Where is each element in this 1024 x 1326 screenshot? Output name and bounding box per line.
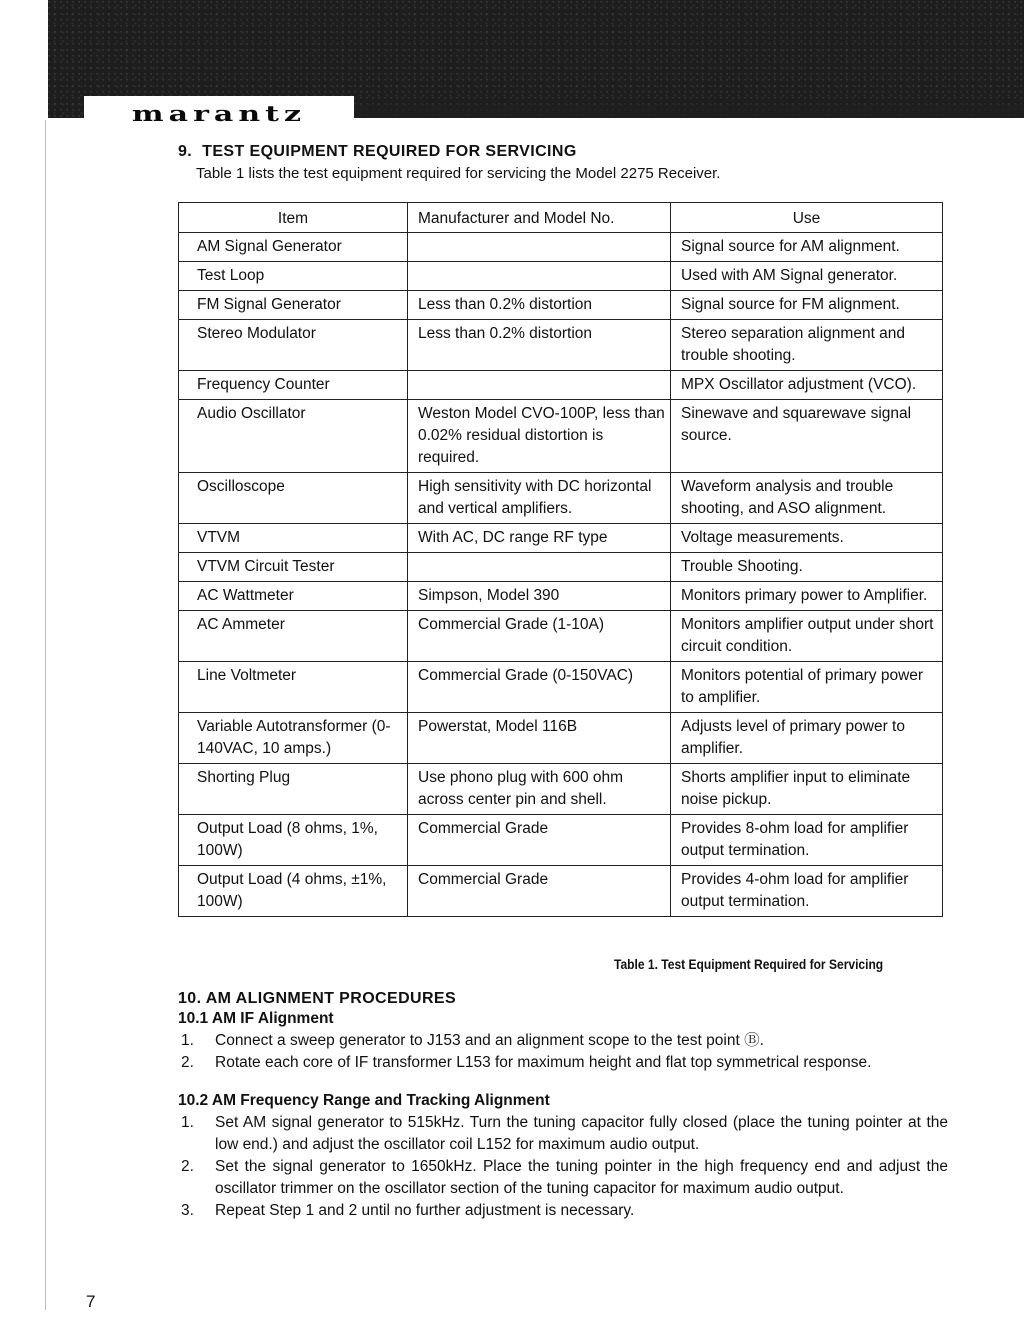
cell-item: Frequency Counter	[179, 371, 408, 400]
table-row	[179, 400, 943, 473]
cell-manufacturer: Powerstat, Model 116B	[408, 713, 671, 764]
list-item	[178, 1052, 948, 1074]
cell-manufacturer: High sensitivity with DC horizontal and vertical amplifiers.	[408, 473, 671, 524]
cell-manufacturer	[408, 262, 671, 291]
cell-item: VTVM	[179, 524, 408, 553]
page-number: 7	[86, 1292, 96, 1311]
cell-use: Monitors potential of primary power to amplifier.	[671, 662, 943, 713]
table-row	[179, 291, 943, 320]
table-row	[179, 582, 943, 611]
brand-logo-box	[84, 96, 354, 132]
column-header-item: Item	[179, 203, 408, 233]
cell-item: AC Wattmeter	[179, 582, 408, 611]
section-10-title: 10. AM ALIGNMENT PROCEDURES	[178, 990, 457, 1007]
cell-use: Signal source for AM alignment.	[671, 233, 943, 262]
cell-manufacturer: Commercial Grade	[408, 815, 671, 866]
cell-item: Oscilloscope	[179, 473, 408, 524]
cell-use: Stereo separation alignment and trouble shooting.	[671, 320, 943, 371]
cell-manufacturer: Less than 0.2% distortion	[408, 291, 671, 320]
table-row	[179, 713, 943, 764]
cell-use: Provides 4-ohm load for amplifier output termination.	[671, 866, 943, 917]
cell-item: Stereo Modulator	[179, 320, 408, 371]
table-caption: Table 1. Test Equipment Required for Servicing	[614, 956, 884, 972]
cell-item: Output Load (8 ohms, 1%, 100W)	[179, 815, 408, 866]
cell-item: VTVM Circuit Tester	[179, 553, 408, 582]
section-9-title-text: TEST EQUIPMENT REQUIRED FOR SERVICING	[202, 143, 577, 160]
cell-use: Monitors amplifier output under short circuit condition.	[671, 611, 943, 662]
step-number: 2.	[181, 1054, 194, 1071]
section-9-intro: Table 1 lists the test equipment required for servicing the Model 2275 Receiver.	[196, 165, 721, 182]
cell-use: MPX Oscillator adjustment (VCO).	[671, 371, 943, 400]
cell-item: AC Ammeter	[179, 611, 408, 662]
table-row	[179, 553, 943, 582]
cell-use: Adjusts level of primary power to amplifier.	[671, 713, 943, 764]
step-text: Set the signal generator to 1650kHz. Place the tuning pointer in the high frequency end and adjust the oscillator trimmer on the oscillator section of the tuning capacitor for maximum audio output.	[215, 1158, 948, 1197]
cell-use: Monitors primary power to Amplifier.	[671, 582, 943, 611]
section-9-title	[178, 143, 948, 161]
table-row	[179, 866, 943, 917]
brand-logo: marantz	[131, 101, 307, 127]
cell-manufacturer: Commercial Grade	[408, 866, 671, 917]
column-header-manufacturer: Manufacturer and Model No.	[408, 203, 671, 233]
cell-use: Trouble Shooting.	[671, 553, 943, 582]
cell-item: Audio Oscillator	[179, 400, 408, 473]
cell-item: FM Signal Generator	[179, 291, 408, 320]
cell-item: Line Voltmeter	[179, 662, 408, 713]
section-9	[178, 143, 948, 182]
section-9-number: 9.	[178, 143, 193, 160]
cell-item: AM Signal Generator	[179, 233, 408, 262]
cell-manufacturer: Commercial Grade (1-10A)	[408, 611, 671, 662]
cell-use: Used with AM Signal generator.	[671, 262, 943, 291]
list-item	[178, 1030, 948, 1052]
table-row	[179, 815, 943, 866]
table-body	[179, 233, 943, 917]
table-row	[179, 233, 943, 262]
cell-manufacturer: Less than 0.2% distortion	[408, 320, 671, 371]
cell-manufacturer	[408, 233, 671, 262]
cell-item: Output Load (4 ohms, ±1%, 100W)	[179, 866, 408, 917]
table-row	[179, 473, 943, 524]
binding-margin-line	[45, 120, 46, 1310]
subsection-10-1-title: 10.1 AM IF Alignment	[178, 1010, 334, 1027]
cell-manufacturer	[408, 553, 671, 582]
list-item	[178, 1112, 948, 1156]
test-equipment-table	[178, 202, 943, 917]
step-number: 1.	[181, 1032, 194, 1049]
header-fade	[340, 95, 1024, 118]
table-row	[179, 320, 943, 371]
table-row	[179, 662, 943, 713]
cell-manufacturer: Weston Model CVO-100P, less than 0.02% residual distortion is required.	[408, 400, 671, 473]
step-number: 1.	[181, 1114, 194, 1131]
list-item	[178, 1200, 948, 1222]
cell-use: Voltage measurements.	[671, 524, 943, 553]
cell-use: Signal source for FM alignment.	[671, 291, 943, 320]
column-header-use: Use	[671, 203, 943, 233]
cell-use: Shorts amplifier input to eliminate noise pickup.	[671, 764, 943, 815]
cell-item: Shorting Plug	[179, 764, 408, 815]
table-row	[179, 371, 943, 400]
step-text: Rotate each core of IF transformer L153 for maximum height and flat top symmetrical response.	[215, 1054, 872, 1071]
subsection-10-1-steps	[178, 1030, 948, 1074]
cell-manufacturer: Simpson, Model 390	[408, 582, 671, 611]
cell-use: Waveform analysis and trouble shooting, and ASO alignment.	[671, 473, 943, 524]
cell-manufacturer: With AC, DC range RF type	[408, 524, 671, 553]
step-number: 3.	[181, 1202, 194, 1219]
section-10	[178, 990, 948, 1222]
step-text: Set AM signal generator to 515kHz. Turn the tuning capacitor fully closed (place the tuning pointer at the low end.) and adjust the oscillator coil L152 for maximum audio output.	[215, 1114, 948, 1153]
cell-use: Sinewave and squarewave signal source.	[671, 400, 943, 473]
step-text: Connect a sweep generator to J153 and an alignment scope to the test point Ⓑ.	[215, 1032, 764, 1049]
table-row	[179, 611, 943, 662]
table-row	[179, 262, 943, 291]
subsection-10-2-steps	[178, 1112, 948, 1222]
cell-item: Variable Autotransformer (0-140VAC, 10 amps.)	[179, 713, 408, 764]
step-text: Repeat Step 1 and 2 until no further adjustment is necessary.	[215, 1202, 635, 1219]
list-item	[178, 1156, 948, 1200]
cell-manufacturer	[408, 371, 671, 400]
table-row	[179, 524, 943, 553]
table-header-row	[179, 203, 943, 233]
subsection-10-2-title: 10.2 AM Frequency Range and Tracking Alignment	[178, 1092, 550, 1109]
cell-manufacturer: Commercial Grade (0-150VAC)	[408, 662, 671, 713]
cell-item: Test Loop	[179, 262, 408, 291]
cell-manufacturer: Use phono plug with 600 ohm across center pin and shell.	[408, 764, 671, 815]
cell-use: Provides 8-ohm load for amplifier output termination.	[671, 815, 943, 866]
table-row	[179, 764, 943, 815]
step-number: 2.	[181, 1158, 194, 1175]
